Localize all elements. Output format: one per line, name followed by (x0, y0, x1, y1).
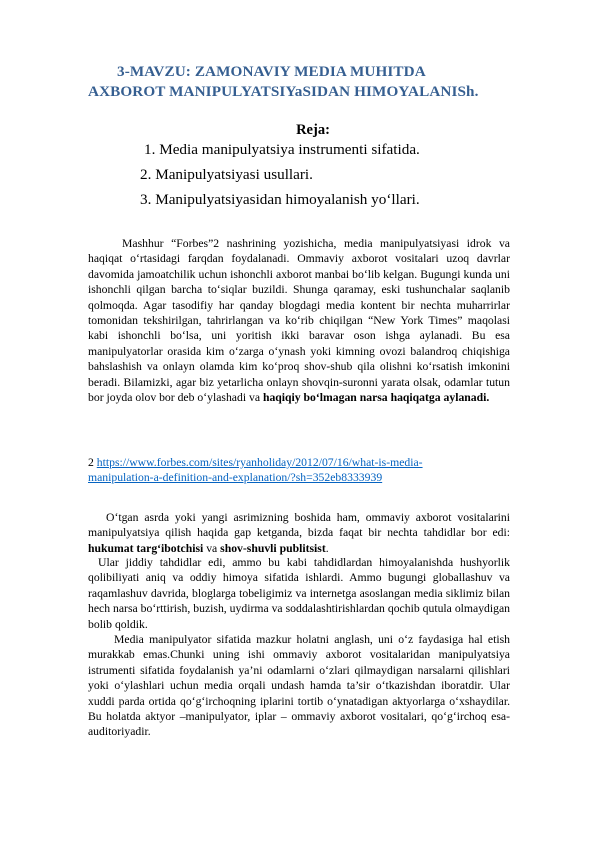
paragraph-4 (88, 632, 510, 740)
paragraph-1 (88, 236, 510, 405)
plan-item-1: 1. Media manipulyatsiya instrumenti sifatida. (144, 141, 420, 158)
plan-item-2: 2. Manipulyatsiyasi usullari. (140, 166, 313, 183)
paragraph-2-end: . (325, 541, 329, 555)
footnote-link[interactable] (88, 456, 423, 484)
plan-heading: Reja: (296, 122, 330, 138)
paragraph-3-text: Ular jiddiy tahdidlar edi, ammo bu kabi tahdidlardan himoyalanishda hushyorlik qolibiliyati aniq va oddiy himoya sifatida ishlardi. Ammo bugungi globallashuv va raqamlashuv davrida, bloglarga tobeligimiz va internetga asoslangan media siklimiz bilan hech narsa bo‘rttirish, buzish, uydirma va soddalashtirishlardan qochib qutula olmaydigan bolib qoldik. (88, 556, 510, 631)
paragraph-4-text: Media manipulyator sifatida mazkur holatni anglash, uni o‘z faydasiga hal etish murakkab emas.Chunki uning ishi ommaviy axborot vositalaridan manipulyatsiya istrumenti sifatida foydalanish ya’ni odamlarni o‘zlari qilmaydigan narsalarni qilishlari yoki o‘ylashlari uchun media orqali undash hamda ta’sir o‘tkazishdan iboratdir. Ular xuddi parda ortida qo‘g‘irchoqning iplarini tortib o‘ynatadigan aktyorlarga o‘xshaydilar. Bu holatda aktyor –manipulyator, iplar – ommaviy axborot vositalari, qo‘g‘irchoq esa- auditoriyadir. (88, 633, 510, 739)
paragraph-2-bold-1: hukumat targ‘ibotchisi (88, 541, 204, 555)
title-line-2: AXBOROT MANIPULYATSIYaSIDAN HIMOYALANISh. (88, 83, 479, 100)
paragraph-2-joiner: va (203, 541, 221, 555)
plan-item-3: 3. Manipulyatsiyasidan himoyalanish yo‘llari. (140, 191, 420, 208)
footnote-url-line-2: manipulation-a-definition-and-explanation/?sh=352eb8333939 (88, 471, 383, 485)
paragraph-2-text: O‘tgan asrda yoki yangi asrimizning boshida ham, ommaviy axborot vositalarini manipulyatsiya qilish haqida gap ketganda, bizda faqat bir nechta tahdidlar bor edi: (88, 511, 510, 540)
paragraph-2-bold-2: shov-shuvli publitsist (220, 541, 326, 555)
title-line-1: 3-MAVZU: ZAMONAVIY MEDIA MUHITDA (117, 63, 426, 80)
footnote (88, 455, 518, 486)
footnote-url-line-1: https://www.forbes.com/sites/ryanholiday/2012/07/16/what-is-media- (96, 456, 423, 469)
footnote-number: 2 (88, 456, 94, 469)
paragraph-3 (88, 555, 510, 632)
document-title (88, 62, 568, 102)
paragraph-1-bold: haqiqiy bo‘lmagan narsa haqiqatga aylanadi. (262, 391, 490, 405)
paragraph-2 (88, 510, 510, 556)
paragraph-1-text: Mashhur “Forbes”2 nashrining yozishicha, media manipulyatsiyasi idrok va haqiqat o‘rtasidagi farqdan foydalanadi. Ommaviy axborot vositalari uzoq davrlar davomida jamoatchilik uchun ishonchli axborot manbai bo‘lib kelgan. Bugungi kunda uni ishonchli qilgan barcha to‘siqlar buzildi. Shunga qaramay, eski tushunchalar saqlanib qolmoqda. Agar tasodifiy har qanday blogdagi media kontent bir nechta muharrirlar tomonidan tekshirilgan, tahrirlangan va ko‘rib chiqilgan “New York Times” maqolasi kabi ishonchli bo‘lsa, uni yoritish ikki baravar oson ishga aylanadi. Bu esa manipulyatorlar orasida kim o‘zarga o‘ynash yoki kimning ovozi balandroq chiqishiga bahslashish va onlayn olamda kim ko‘proq shov-shub qila olishni ko‘rsatish imkonini beradi. Bilamizki, agar biz yetarlicha onlayn shovqin-suronni yarata olsak, odamlar tutun bor joyda olov bor deb o‘ylashadi va (88, 237, 510, 405)
